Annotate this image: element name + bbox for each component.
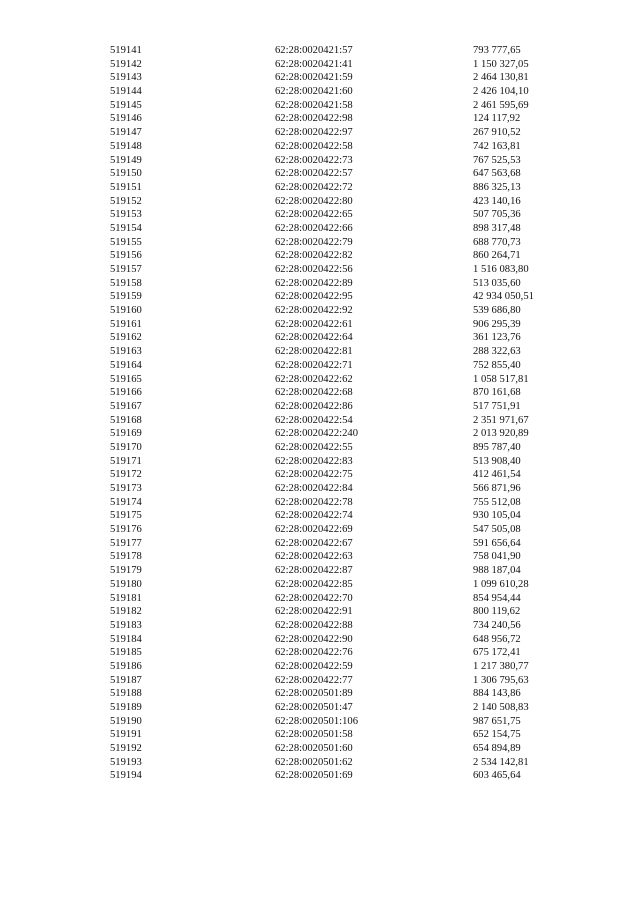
record-id: 519188 <box>110 688 142 700</box>
cadastral-number: 62:28:0020501:69 <box>275 770 353 782</box>
cadastral-number: 62:28:0020422:70 <box>275 592 353 604</box>
table-row <box>0 58 640 72</box>
cadastral-value: 870 161,68 <box>473 387 521 399</box>
cadastral-value: 2 461 595,69 <box>473 99 529 111</box>
record-id: 519156 <box>110 250 142 262</box>
cadastral-number: 62:28:0020501:89 <box>275 688 353 700</box>
table-row <box>0 742 640 756</box>
cadastral-number: 62:28:0020422:88 <box>275 619 353 631</box>
record-id: 519172 <box>110 469 142 481</box>
table-row <box>0 455 640 469</box>
cadastral-value: 793 777,65 <box>473 45 521 56</box>
cadastral-value: 755 512,08 <box>473 496 521 508</box>
table-row <box>0 482 640 496</box>
cadastral-value: 648 956,72 <box>473 633 521 645</box>
table-row <box>0 208 640 222</box>
record-id: 519167 <box>110 400 142 412</box>
table-row <box>0 236 640 250</box>
table-row <box>0 728 640 742</box>
record-id: 519154 <box>110 222 142 234</box>
cadastral-number: 62:28:0020422:80 <box>275 195 353 207</box>
cadastral-value: 361 123,76 <box>473 332 521 344</box>
record-id: 519182 <box>110 606 142 618</box>
record-id: 519144 <box>110 86 142 98</box>
cadastral-value: 1 058 517,81 <box>473 373 529 385</box>
cadastral-value: 1 306 795,63 <box>473 674 529 686</box>
cadastral-value: 513 908,40 <box>473 455 521 467</box>
table-row <box>0 537 640 551</box>
cadastral-number: 62:28:0020501:60 <box>275 743 353 755</box>
cadastral-number: 62:28:0020422:54 <box>275 414 353 426</box>
cadastral-value: 517 751,91 <box>473 400 521 412</box>
table-row <box>0 468 640 482</box>
cadastral-value: 288 322,63 <box>473 346 521 358</box>
record-id: 519163 <box>110 346 142 358</box>
cadastral-value: 603 465,64 <box>473 770 521 782</box>
record-id: 519178 <box>110 551 142 563</box>
cadastral-number: 62:28:0020501:62 <box>275 756 353 768</box>
cadastral-value: 267 910,52 <box>473 127 521 139</box>
record-id: 519174 <box>110 496 142 508</box>
cadastral-number: 62:28:0020422:77 <box>275 674 353 686</box>
table-row <box>0 222 640 236</box>
record-id: 519173 <box>110 483 142 494</box>
cadastral-value: 412 461,54 <box>473 469 521 481</box>
table-row <box>0 318 640 332</box>
record-id: 519184 <box>110 633 142 645</box>
table-row <box>0 769 640 783</box>
table-row <box>0 605 640 619</box>
cadastral-value: 2 534 142,81 <box>473 756 529 768</box>
table-row <box>0 154 640 168</box>
cadastral-number: 62:28:0020422:62 <box>275 373 353 385</box>
cadastral-number: 62:28:0020422:66 <box>275 222 353 234</box>
cadastral-number: 62:28:0020422:68 <box>275 387 353 399</box>
table-row <box>0 509 640 523</box>
table-row <box>0 715 640 729</box>
table-row <box>0 304 640 318</box>
table-row <box>0 290 640 304</box>
record-id: 519145 <box>110 99 142 111</box>
table-row <box>0 496 640 510</box>
cadastral-value: 987 651,75 <box>473 715 521 727</box>
cadastral-value: 675 172,41 <box>473 647 521 659</box>
records-table <box>0 44 640 783</box>
record-id: 519153 <box>110 209 142 221</box>
table-row <box>0 578 640 592</box>
cadastral-value: 860 264,71 <box>473 250 521 262</box>
cadastral-value: 654 894,89 <box>473 743 521 755</box>
record-id: 519147 <box>110 127 142 139</box>
table-row <box>0 195 640 209</box>
cadastral-number: 62:28:0020422:58 <box>275 140 353 152</box>
table-row <box>0 400 640 414</box>
cadastral-number: 62:28:0020422:98 <box>275 113 353 125</box>
cadastral-number: 62:28:0020501:58 <box>275 729 353 741</box>
table-row <box>0 550 640 564</box>
record-id: 519157 <box>110 264 142 275</box>
cadastral-value: 930 105,04 <box>473 510 521 522</box>
cadastral-number: 62:28:0020422:59 <box>275 660 353 672</box>
record-id: 519149 <box>110 154 142 166</box>
cadastral-number: 62:28:0020422:90 <box>275 633 353 645</box>
record-id: 519186 <box>110 660 142 672</box>
table-row <box>0 44 640 58</box>
cadastral-number: 62:28:0020422:64 <box>275 332 353 344</box>
cadastral-number: 62:28:0020422:81 <box>275 346 353 358</box>
cadastral-number: 62:28:0020422:61 <box>275 318 353 330</box>
cadastral-value: 2 351 971,67 <box>473 414 529 426</box>
record-id: 519162 <box>110 332 142 344</box>
record-id: 519146 <box>110 113 142 125</box>
record-id: 519180 <box>110 578 142 590</box>
cadastral-number: 62:28:0020421:59 <box>275 72 353 84</box>
table-row <box>0 619 640 633</box>
record-id: 519190 <box>110 715 142 727</box>
cadastral-value: 591 656,64 <box>473 537 521 549</box>
cadastral-value: 513 035,60 <box>473 277 521 289</box>
cadastral-number: 62:28:0020422:76 <box>275 647 353 659</box>
table-row <box>0 249 640 263</box>
record-id: 519164 <box>110 359 142 371</box>
cadastral-number: 62:28:0020422:65 <box>275 209 353 221</box>
record-id: 519170 <box>110 441 142 453</box>
cadastral-number: 62:28:0020421:57 <box>275 45 353 56</box>
cadastral-value: 854 954,44 <box>473 592 521 604</box>
cadastral-value: 898 317,48 <box>473 222 521 234</box>
cadastral-number: 62:28:0020421:58 <box>275 99 353 111</box>
table-row <box>0 687 640 701</box>
record-id: 519179 <box>110 565 142 577</box>
cadastral-number: 62:28:0020422:97 <box>275 127 353 139</box>
cadastral-value: 124 117,92 <box>473 113 521 125</box>
record-id: 519175 <box>110 510 142 522</box>
cadastral-number: 62:28:0020422:86 <box>275 400 353 412</box>
record-id: 519189 <box>110 702 142 713</box>
cadastral-number: 62:28:0020422:72 <box>275 181 353 193</box>
record-id: 519171 <box>110 455 142 467</box>
cadastral-number: 62:28:0020422:79 <box>275 236 353 248</box>
table-row <box>0 646 640 660</box>
cadastral-value: 42 934 050,51 <box>473 291 534 303</box>
table-row <box>0 140 640 154</box>
record-id: 519191 <box>110 729 142 741</box>
table-row <box>0 427 640 441</box>
record-id: 519194 <box>110 770 142 782</box>
cadastral-number: 62:28:0020422:240 <box>275 428 358 440</box>
cadastral-number: 62:28:0020422:87 <box>275 565 353 577</box>
cadastral-value: 688 770,73 <box>473 236 521 248</box>
table-row <box>0 112 640 126</box>
record-id: 519193 <box>110 756 142 768</box>
cadastral-number: 62:28:0020421:41 <box>275 58 353 70</box>
cadastral-value: 2 013 920,89 <box>473 428 529 440</box>
record-id: 519141 <box>110 45 142 56</box>
cadastral-value: 547 505,08 <box>473 524 521 536</box>
record-id: 519183 <box>110 619 142 631</box>
cadastral-number: 62:28:0020421:60 <box>275 86 353 98</box>
cadastral-number: 62:28:0020422:56 <box>275 264 353 275</box>
record-id: 519181 <box>110 592 142 604</box>
cadastral-value: 507 705,36 <box>473 209 521 221</box>
table-row <box>0 181 640 195</box>
table-row <box>0 277 640 291</box>
cadastral-number: 62:28:0020422:69 <box>275 524 353 536</box>
cadastral-number: 62:28:0020422:91 <box>275 606 353 618</box>
cadastral-value: 2 464 130,81 <box>473 72 529 84</box>
cadastral-number: 62:28:0020422:63 <box>275 551 353 563</box>
record-id: 519165 <box>110 373 142 385</box>
record-id: 519142 <box>110 58 142 70</box>
cadastral-value: 886 325,13 <box>473 181 521 193</box>
table-row <box>0 126 640 140</box>
table-row <box>0 633 640 647</box>
record-id: 519155 <box>110 236 142 248</box>
cadastral-value: 566 871,96 <box>473 483 521 494</box>
table-row <box>0 441 640 455</box>
cadastral-number: 62:28:0020422:55 <box>275 441 353 453</box>
record-id: 519151 <box>110 181 142 193</box>
table-row <box>0 99 640 113</box>
cadastral-value: 652 154,75 <box>473 729 521 741</box>
table-row <box>0 414 640 428</box>
cadastral-number: 62:28:0020422:89 <box>275 277 353 289</box>
cadastral-number: 62:28:0020422:75 <box>275 469 353 481</box>
cadastral-value: 800 119,62 <box>473 606 521 618</box>
cadastral-number: 62:28:0020422:57 <box>275 168 353 180</box>
record-id: 519185 <box>110 647 142 659</box>
cadastral-number: 62:28:0020422:73 <box>275 154 353 166</box>
record-id: 519176 <box>110 524 142 536</box>
record-id: 519169 <box>110 428 142 440</box>
cadastral-value: 2 140 508,83 <box>473 702 529 713</box>
cadastral-value: 1 217 380,77 <box>473 660 529 672</box>
cadastral-value: 734 240,56 <box>473 619 521 631</box>
table-row <box>0 756 640 770</box>
cadastral-value: 988 187,04 <box>473 565 521 577</box>
cadastral-value: 895 787,40 <box>473 441 521 453</box>
record-id: 519177 <box>110 537 142 549</box>
record-id: 519148 <box>110 140 142 152</box>
cadastral-number: 62:28:0020501:106 <box>275 715 358 727</box>
record-id: 519187 <box>110 674 142 686</box>
table-row <box>0 701 640 715</box>
cadastral-number: 62:28:0020422:78 <box>275 496 353 508</box>
table-row <box>0 331 640 345</box>
table-row <box>0 345 640 359</box>
record-id: 519143 <box>110 72 142 84</box>
record-id: 519168 <box>110 414 142 426</box>
table-row <box>0 660 640 674</box>
cadastral-value: 539 686,80 <box>473 305 521 317</box>
record-id: 519161 <box>110 318 142 330</box>
table-row <box>0 167 640 181</box>
cadastral-number: 62:28:0020422:82 <box>275 250 353 262</box>
cadastral-number: 62:28:0020422:95 <box>275 291 353 303</box>
cadastral-value: 742 163,81 <box>473 140 521 152</box>
cadastral-value: 1 516 083,80 <box>473 264 529 275</box>
cadastral-number: 62:28:0020422:84 <box>275 483 353 494</box>
cadastral-value: 906 295,39 <box>473 318 521 330</box>
record-id: 519166 <box>110 387 142 399</box>
table-row <box>0 523 640 537</box>
cadastral-value: 752 855,40 <box>473 359 521 371</box>
table-row <box>0 263 640 277</box>
record-id: 519158 <box>110 277 142 289</box>
cadastral-value: 1 150 327,05 <box>473 58 529 70</box>
table-row <box>0 386 640 400</box>
record-id: 519192 <box>110 743 142 755</box>
cadastral-value: 423 140,16 <box>473 195 521 207</box>
table-row <box>0 359 640 373</box>
table-row <box>0 592 640 606</box>
cadastral-number: 62:28:0020422:67 <box>275 537 353 549</box>
cadastral-number: 62:28:0020422:83 <box>275 455 353 467</box>
table-row <box>0 85 640 99</box>
cadastral-value: 758 041,90 <box>473 551 521 563</box>
record-id: 519160 <box>110 305 142 317</box>
cadastral-value: 767 525,53 <box>473 154 521 166</box>
cadastral-value: 1 099 610,28 <box>473 578 529 590</box>
cadastral-number: 62:28:0020422:71 <box>275 359 353 371</box>
cadastral-number: 62:28:0020501:47 <box>275 702 353 713</box>
cadastral-value: 2 426 104,10 <box>473 86 529 98</box>
cadastral-number: 62:28:0020422:92 <box>275 305 353 317</box>
table-row <box>0 373 640 387</box>
cadastral-value: 647 563,68 <box>473 168 521 180</box>
table-row <box>0 674 640 688</box>
record-id: 519159 <box>110 291 142 303</box>
table-row <box>0 71 640 85</box>
cadastral-number: 62:28:0020422:85 <box>275 578 353 590</box>
cadastral-value: 884 143,86 <box>473 688 521 700</box>
record-id: 519150 <box>110 168 142 180</box>
table-row <box>0 564 640 578</box>
cadastral-number: 62:28:0020422:74 <box>275 510 353 522</box>
record-id: 519152 <box>110 195 142 207</box>
